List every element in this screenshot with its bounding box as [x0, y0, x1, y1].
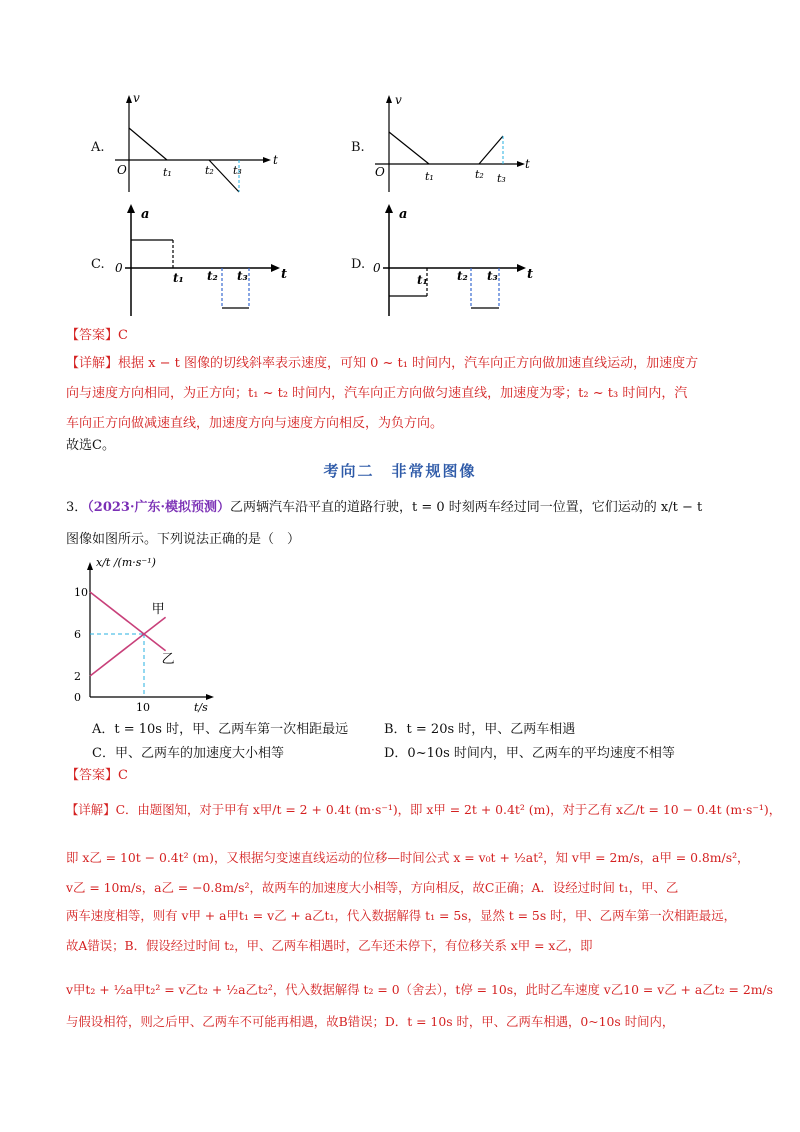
x-tick-label: 10 [136, 701, 150, 714]
q3-explain-line-6: v甲t₂ + ½a甲t₂² = v乙t₂ + ½a乙t₂²，代入数据解得 t₂ = 0（舍去），t停 = 10s，此时乙车速度 v乙10 = v乙 + a乙t₂ = 2m/s [66, 982, 774, 997]
q2-explain-text-1: 根据 x − t 图像的切线斜率表示速度，可知 0 ~ t₁ 时间内，汽车向正方向做加速直线运动，加速度方 [118, 356, 699, 371]
origin-label: 0 [373, 261, 381, 275]
q3-chart [60, 552, 230, 717]
q2-explain-line-2: 向与速度方向相同，为正方向；t₁ ~ t₂ 时间内，汽车向正方向做匀速直线，加速度为零；t₂ ~ t₃ 时间内，汽 [66, 386, 688, 401]
q3-number: 3． [66, 500, 88, 515]
option-label-d: D. [351, 257, 366, 272]
q3-explain-label: 【详解】 [66, 802, 116, 817]
q3-option-a[interactable]: A．t = 10s 时，甲、乙两车第一次相距最远 [92, 722, 349, 737]
origin-label: 0 [115, 261, 123, 275]
y-axis-arrow [87, 562, 93, 570]
axis-y-label: v [133, 92, 140, 105]
q2-explain-line-1 [66, 354, 698, 374]
tick-t3: t₃ [487, 269, 498, 283]
tick-t1: t₁ [425, 170, 434, 183]
series-label-yi: 乙 [161, 651, 175, 667]
velocity-time-graph-b [345, 92, 545, 197]
section-title: 考向二 非常规图像 [323, 462, 477, 480]
axis-x-label: t [281, 267, 288, 282]
axis-y-label: a [141, 207, 150, 222]
tick-t3: t₃ [237, 269, 248, 283]
option-graph-b [345, 92, 545, 197]
q3-explain-line-5: 故A错误；B．假设经过时间 t₂，甲、乙两车相遇时，乙车还未停下，有位移关系 x甲 = x乙，即 [66, 938, 593, 953]
q3-explain-line-2: 即 x乙 = 10t − 0.4t² (m)，又根据匀变速直线运动的位移—时间公式 x = v₀t + ½at²，知 v甲 = 2m/s，a甲 = 0.8m/s²， [66, 850, 750, 865]
q3-option-b[interactable]: B．t = 20s 时，甲、乙两车相遇 [384, 722, 576, 737]
option-label-c: C. [91, 257, 105, 272]
y-tick-label: 0 [74, 691, 81, 704]
y-tick-label: 6 [74, 628, 81, 641]
tick-t2: t₂ [207, 269, 218, 283]
tick-t1: t₁ [163, 166, 172, 179]
acceleration-time-graph-c [85, 200, 295, 320]
axis-x-label: t [527, 267, 534, 282]
x-axis-arrow [206, 694, 214, 700]
option-label-b: B. [351, 140, 365, 155]
tick-t2: t₂ [205, 164, 214, 177]
velocity-time-graph-a [85, 92, 285, 197]
origin-label: O [375, 165, 385, 179]
q3-option-d[interactable]: D．0~10s 时间内，甲、乙两车的平均速度不相等 [384, 746, 675, 761]
option-graph-d [345, 200, 555, 320]
axis-y-label: v [395, 93, 402, 107]
q2-conclusion: 故选C。 [66, 438, 115, 453]
series-line-jia [90, 617, 166, 676]
q3-explain-line-7: 与假设相符，则之后甲、乙两车不可能再相遇，故B错误；D．t = 10s 时，甲、乙两车相遇，0~10s 时间内， [66, 1014, 675, 1029]
acceleration-time-graph-d [345, 200, 555, 320]
q3-marks [90, 592, 175, 697]
tick-t1: t₁ [173, 271, 184, 285]
axis-x-label: t [273, 153, 278, 167]
q2-answer: 【答案】C [66, 328, 128, 343]
option-graph-c [85, 200, 295, 320]
series-label-jia: 甲 [151, 602, 165, 618]
q3-explain-line-4: 两车速度相等，则有 v甲 + a甲t₁ = v乙 + a乙t₁，代入数据解得 t₁ = 5s，显然 t = 5s 时，甲、乙两车第一次相距最远， [66, 908, 736, 923]
tick-t1: t₁ [417, 273, 428, 287]
axis-x-label: t [525, 157, 530, 171]
axis-y-label: a [399, 207, 408, 222]
q3-stem-line-2: 图像如图所示。下列说法正确的是（ ） [66, 532, 301, 547]
y-axis-label: x/t /(m·s⁻¹) [96, 556, 156, 569]
y-tick-label: 10 [74, 586, 88, 599]
q2-explain-label: 【详解】 [66, 356, 119, 371]
option-label-a: A. [91, 140, 105, 155]
tick-t3: t₃ [233, 164, 242, 177]
q3-stem-text-1: 乙两辆汽车沿平直的道路行驶，t = 0 时刻两车经过同一位置，它们运动的 x/t − t [230, 500, 703, 515]
x-axis-label: t/s [194, 701, 208, 714]
series-line-yi [90, 592, 166, 651]
y-tick-label: 2 [74, 670, 81, 683]
tick-t2: t₂ [457, 269, 468, 283]
q3-explain-line-3: v乙 = 10m/s，a乙 = −0.8m/s²，故两车的加速度大小相等，方向相反，故C正确；A．设经过时间 t₁，甲、乙 [66, 880, 679, 895]
q3-stem-line-1 [66, 498, 702, 518]
option-graph-a [85, 92, 285, 197]
q2-explain-line-3: 车向正方向做减速直线，加速度方向与速度方向相反，为负方向。 [66, 416, 444, 431]
tick-t2: t₂ [475, 168, 484, 181]
q3-option-c[interactable]: C．甲、乙两车的加速度大小相等 [92, 746, 284, 761]
q3-explain-text-1: C．由题图知，对于甲有 x甲/t = 2 + 0.4t (m·s⁻¹)，即 x甲 = 2t + 0.4t² (m)，对于乙有 x乙/t = 10 − 0.4t (m·s⁻¹)， [115, 802, 782, 817]
q3-source: （2023·广东·模拟预测） [87, 500, 231, 515]
q3-explain-line-1 [66, 800, 781, 820]
q3-answer: 【答案】C [66, 768, 128, 783]
tick-t3: t₃ [497, 172, 506, 185]
origin-label: O [117, 163, 127, 177]
